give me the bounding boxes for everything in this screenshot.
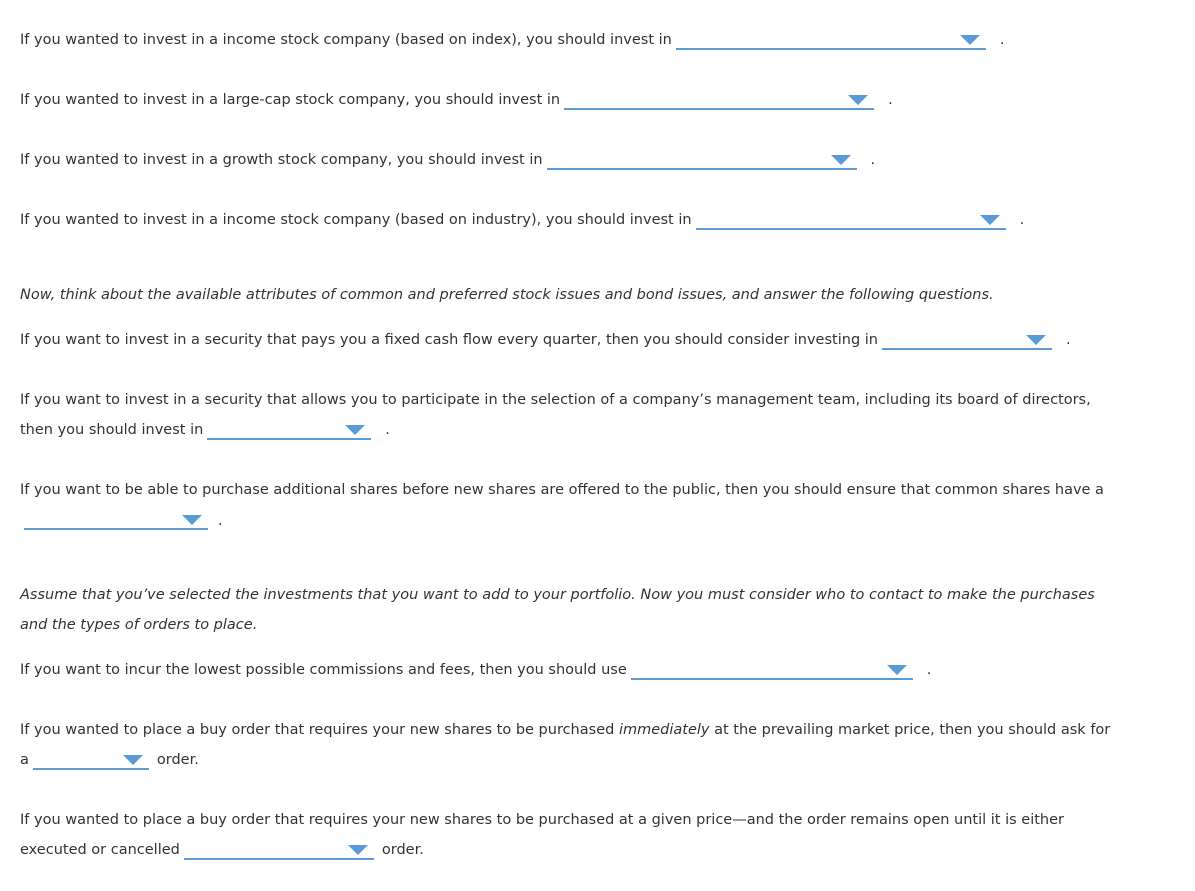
question-text: then you should invest in (20, 422, 204, 438)
answer-dropdown-preemptive[interactable] (24, 510, 208, 530)
answer-dropdown-large-cap[interactable] (564, 90, 874, 110)
question-text: If you want to incur the lowest possible commissions and fees, then you should use (20, 662, 627, 678)
question-market-order-line2 (20, 750, 199, 770)
period: . (385, 422, 390, 438)
chevron-down-icon (345, 425, 365, 435)
section-intro-attributes: Now, think about the available attributes of common and preferred stock issues and bond issues, and answer the following questions. (20, 287, 994, 303)
question-text: If you wanted to invest in a large-cap stock company, you should invest in (20, 92, 561, 108)
chevron-down-icon (348, 845, 368, 855)
question-market-order-line1 (20, 720, 1110, 740)
answer-dropdown-order-type-market[interactable] (33, 750, 149, 770)
period: . (999, 32, 1005, 48)
question-income-stock-index (20, 30, 1004, 50)
section-intro-orders-line1: Assume that you’ve selected the investments that you want to add to your portfolio. Now you must consider who to contact to make the purchases (20, 587, 1095, 603)
period: . (218, 513, 223, 529)
answer-dropdown-broker[interactable] (631, 660, 913, 680)
answer-dropdown-management[interactable] (207, 420, 371, 440)
period: . (870, 152, 876, 168)
question-preemptive-line1: If you want to be able to purchase additional shares before new shares are offered to the public, then you should ensure that common shares have a (20, 482, 1104, 498)
chevron-down-icon (980, 215, 1000, 225)
section-intro-orders-line2: and the types of orders to place. (20, 617, 258, 633)
answer-dropdown-growth[interactable] (547, 150, 857, 170)
question-text: If you wanted to invest in a income stock company (based on industry), you should invest in (20, 212, 692, 228)
order-word: order. (156, 752, 199, 768)
period: . (888, 92, 893, 108)
order-word: order. (381, 842, 424, 858)
question-growth-stock (20, 150, 875, 170)
answer-dropdown-income-industry[interactable] (696, 210, 1006, 230)
emphasis-immediately: immediately (618, 722, 710, 738)
chevron-down-icon (182, 515, 202, 525)
period: . (1065, 332, 1071, 348)
question-lowest-commissions (20, 660, 931, 680)
answer-dropdown-income-index[interactable] (676, 30, 986, 50)
question-income-stock-industry (20, 210, 1024, 230)
question-fixed-cash-flow (20, 330, 1071, 350)
chevron-down-icon (887, 665, 907, 675)
chevron-down-icon (123, 755, 143, 765)
question-large-cap (20, 90, 893, 110)
answer-dropdown-fixed-cash-flow[interactable] (882, 330, 1052, 350)
question-text: If you want to invest in a security that pays you a fixed cash flow every quarter, then you should consider investing in (20, 332, 878, 348)
chevron-down-icon (848, 95, 868, 105)
question-text: If you wanted to place a buy order that requires your new shares to be purchased (20, 722, 615, 738)
question-text: If you wanted to invest in a growth stock company, you should invest in (20, 152, 543, 168)
question-text: executed or cancelled (20, 842, 180, 858)
answer-dropdown-order-type-limit[interactable] (184, 840, 374, 860)
article-a: a (20, 752, 29, 768)
question-limit-order-line1: If you wanted to place a buy order that requires your new shares to be purchased at a given price—and the order remains open until it is either (20, 812, 1064, 828)
question-management-selection-line2 (20, 420, 390, 440)
period: . (926, 662, 932, 678)
question-text: at the prevailing market price, then you should ask for (714, 722, 1111, 738)
chevron-down-icon (1026, 335, 1046, 345)
chevron-down-icon (831, 155, 851, 165)
question-limit-order-line2 (20, 840, 424, 860)
question-management-selection-line1: If you want to invest in a security that allows you to participate in the selection of a company’s management team, including its board of directors, (20, 392, 1091, 408)
question-text: If you wanted to invest in a income stock company (based on index), you should invest in (20, 32, 672, 48)
period: . (1019, 212, 1025, 228)
chevron-down-icon (960, 35, 980, 45)
